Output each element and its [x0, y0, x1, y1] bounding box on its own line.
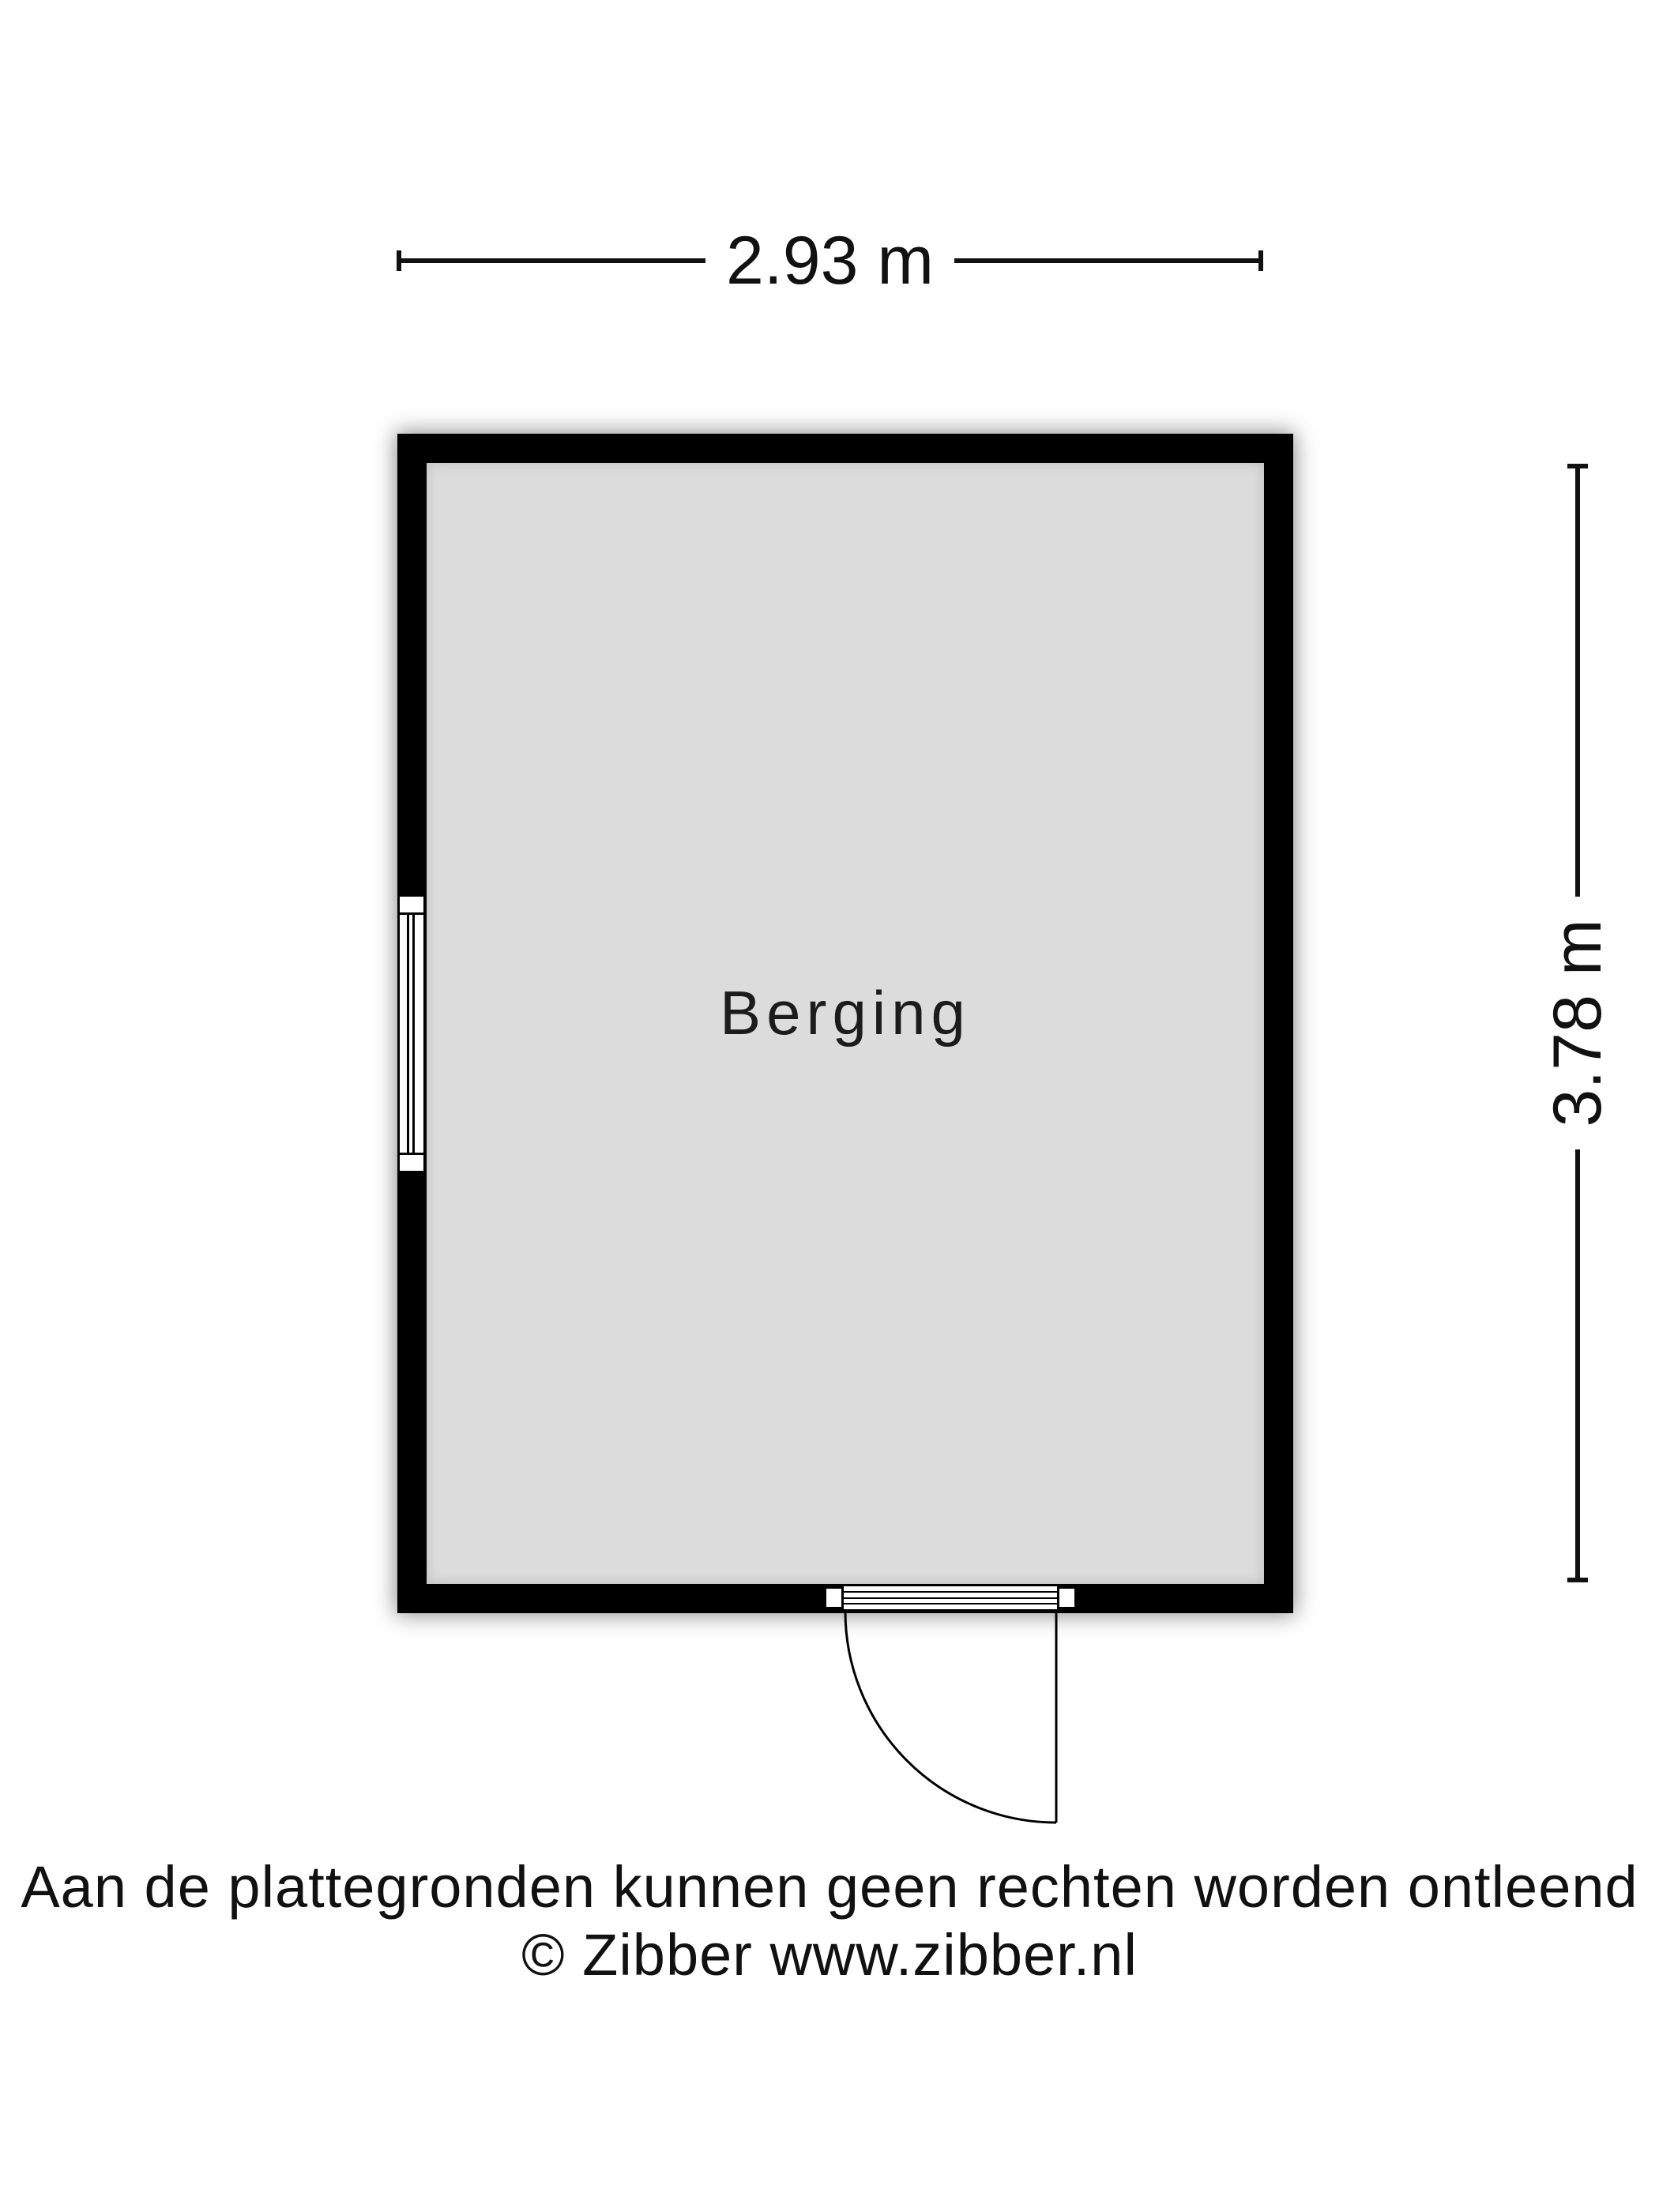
room-floor: [427, 463, 1264, 1584]
window-glass: [397, 915, 426, 1153]
window-symbol: [397, 894, 426, 1173]
window-sill-bottom: [397, 1153, 426, 1173]
window-pane-line: [407, 915, 409, 1153]
height-dimension: [1540, 464, 1616, 1582]
disclaimer-text: Aan de plattegronden kunnen geen rechten worden ontleend: [21, 1854, 1638, 1920]
width-dimension-label: 2.93 m: [726, 223, 934, 299]
room-walls: [397, 434, 1293, 1613]
dimension-line: [1575, 468, 1580, 897]
footer: [0, 1853, 1659, 1989]
width-dimension: [397, 223, 1263, 299]
height-dimension-label-wrap: [1540, 897, 1616, 1149]
dimension-tick: [1567, 1578, 1588, 1582]
room-label: Berging: [720, 977, 971, 1048]
height-dimension-label: 3.78 m: [1540, 919, 1616, 1127]
door-swing-arc: [845, 1612, 1056, 1823]
dimension-line: [1575, 1149, 1580, 1578]
dimension-line: [401, 258, 705, 263]
dimension-line: [954, 258, 1258, 263]
door-threshold-line: [841, 1591, 1059, 1593]
window-sill-top: [397, 894, 426, 915]
dimension-tick: [1258, 250, 1263, 271]
door-swing-symbol: [822, 1604, 1074, 1841]
copyright-text: © Zibber www.zibber.nl: [521, 1921, 1138, 1988]
window-pane-line: [412, 915, 415, 1153]
door-threshold-line: [841, 1597, 1059, 1599]
